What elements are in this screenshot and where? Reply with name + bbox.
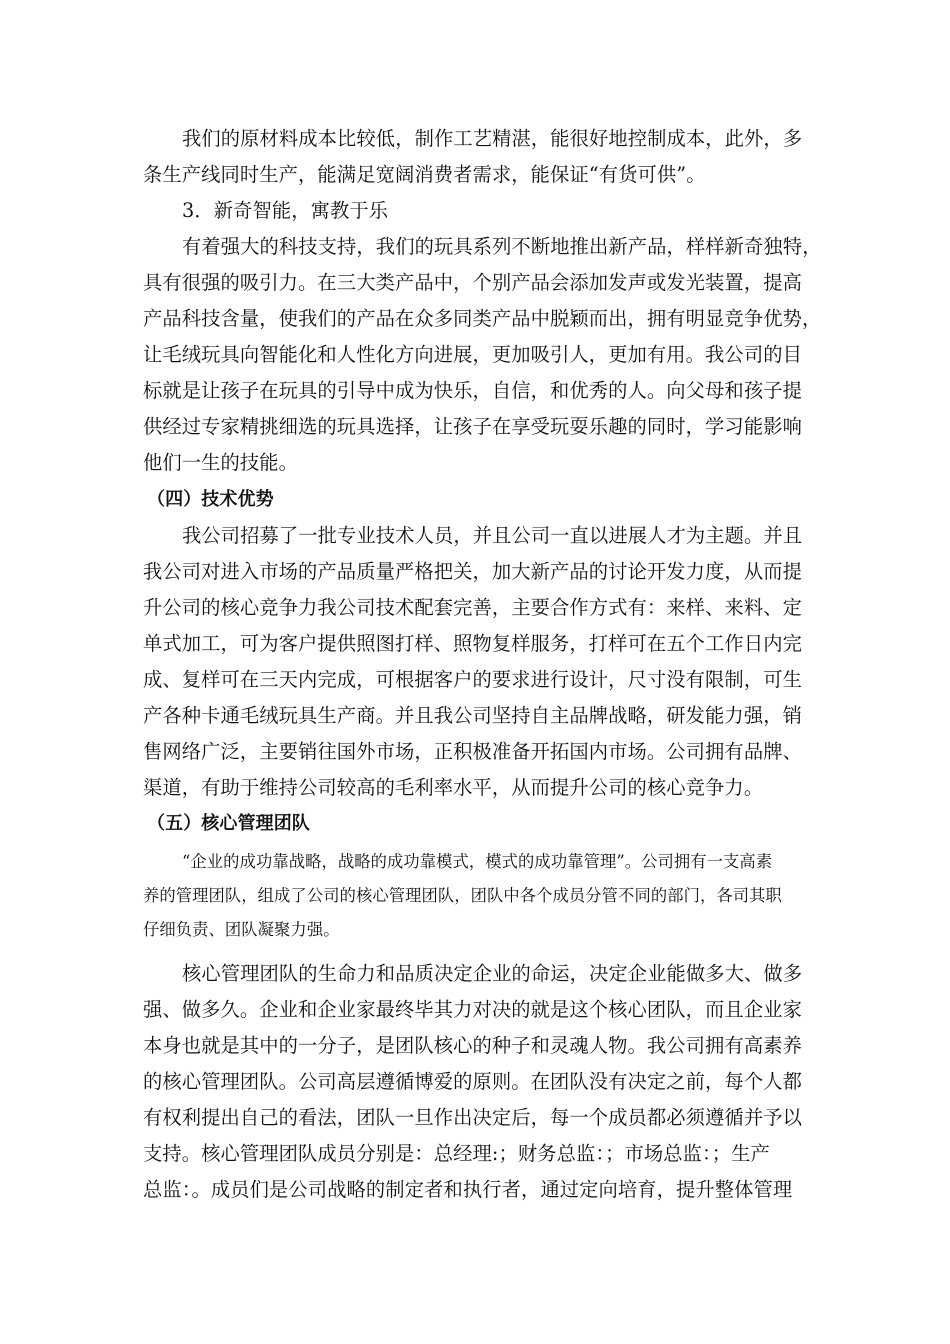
paragraph-line: 仔细负责、团队凝聚力强。 xyxy=(143,920,340,939)
paragraph-line: 条生产线同时生产，能满足宽阔消费者需求，能保证“有货可供”。 xyxy=(143,163,706,186)
paragraph-line: 产品科技含量，使我们的产品在众多同类产品中脱颖而出，拥有明显竞争优势， xyxy=(143,307,822,330)
paragraph-line: “企业的成功靠战略，战略的成功靠模式，模式的成功靠管理”。公司拥有一支高素 xyxy=(182,852,773,871)
paragraph-line: 具有很强的吸引力。在三大类产品中，个别产品会添加发声或发光装置，提高 xyxy=(143,271,802,294)
paragraph-line: 产各种卡通毛绒玩具生产商。并且我公司坚持自主品牌战略，研发能力强，销 xyxy=(143,704,802,727)
paragraph-line: 支持。核心管理团队成员分别是：总经理:；财务总监：；市场总监：；生产 xyxy=(143,1142,770,1165)
section-heading-core-team: （五）核心管理团队 xyxy=(147,813,310,834)
paragraph-line: 强、做多久。企业和企业家最终毕其力对决的就是这个核心团队，而且企业家 xyxy=(143,998,802,1021)
paragraph-line: 有权利提出自己的看法，团队一旦作出决定后，每一个成员都必须遵循并予以 xyxy=(143,1106,802,1129)
paragraph-line: 本身也就是其中的一分子，是团队核心的种子和灵魂人物。我公司拥有高素养 xyxy=(143,1034,802,1057)
paragraph-line: 我们的原材料成本比较低，制作工艺精湛，能很好地控制成本，此外，多 xyxy=(182,127,803,150)
paragraph-line: 我公司招募了一批专业技术人员，并且公司一直以进展人才为主题。并且 xyxy=(182,524,803,547)
paragraph-line: 我公司对进入市场的产品质量严格把关，加大新产品的讨论开发力度，从而提 xyxy=(143,560,802,583)
paragraph-line: 让毛绒玩具向智能化和人性化方向进展，更加吸引人，更加有用。我公司的目 xyxy=(143,343,802,366)
paragraph-line: 标就是让孩子在玩具的引导中成为快乐，自信，和优秀的人。向父母和孩子提 xyxy=(143,379,802,402)
paragraph-line: 的核心管理团队。公司高层遵循博爱的原则。在团队没有决定之前，每个人都 xyxy=(143,1070,802,1093)
paragraph-line: 核心管理团队的生命力和品质决定企业的命运，决定企业能做多大、做多 xyxy=(182,962,803,985)
paragraph-line: 供经过专家精挑细选的玩具选择，让孩子在享受玩耍乐趣的同时，学习能影响 xyxy=(143,415,802,438)
paragraph-line: 总监：。成员们是公司战略的制定者和执行者，通过定向培育，提升整体管理 xyxy=(143,1178,793,1201)
paragraph-line: 单式加工，可为客户提供照图打样、照物复样服务，打样可在五个工作日内完 xyxy=(143,632,802,655)
subsection-heading: 3．新奇智能，寓教于乐 xyxy=(182,199,389,222)
section-heading-tech-advantage: （四）技术优势 xyxy=(147,489,274,510)
paragraph-line: 有着强大的科技支持，我们的玩具系列不断地推出新产品，样样新奇独特， xyxy=(182,235,822,258)
paragraph-line: 他们一生的技能。 xyxy=(143,451,299,474)
paragraph-line: 售网络广泛，主要销往国外市场，正积极准备开拓国内市场。公司拥有品牌、 xyxy=(143,740,802,763)
paragraph-line: 渠道，有助于维持公司较高的毛利率水平，从而提升公司的核心竞争力。 xyxy=(143,776,764,799)
paragraph-line: 升公司的核心竞争力我公司技术配套完善，主要合作方式有：来样、来料、定 xyxy=(143,596,802,619)
paragraph-line: 成、复样可在三天内完成，可根据客户的要求进行设计，尺寸没有限制，可生 xyxy=(143,668,802,691)
paragraph-line: 养的管理团队，组成了公司的核心管理团队，团队中各个成员分管不同的部门，各司其职 xyxy=(143,886,782,905)
